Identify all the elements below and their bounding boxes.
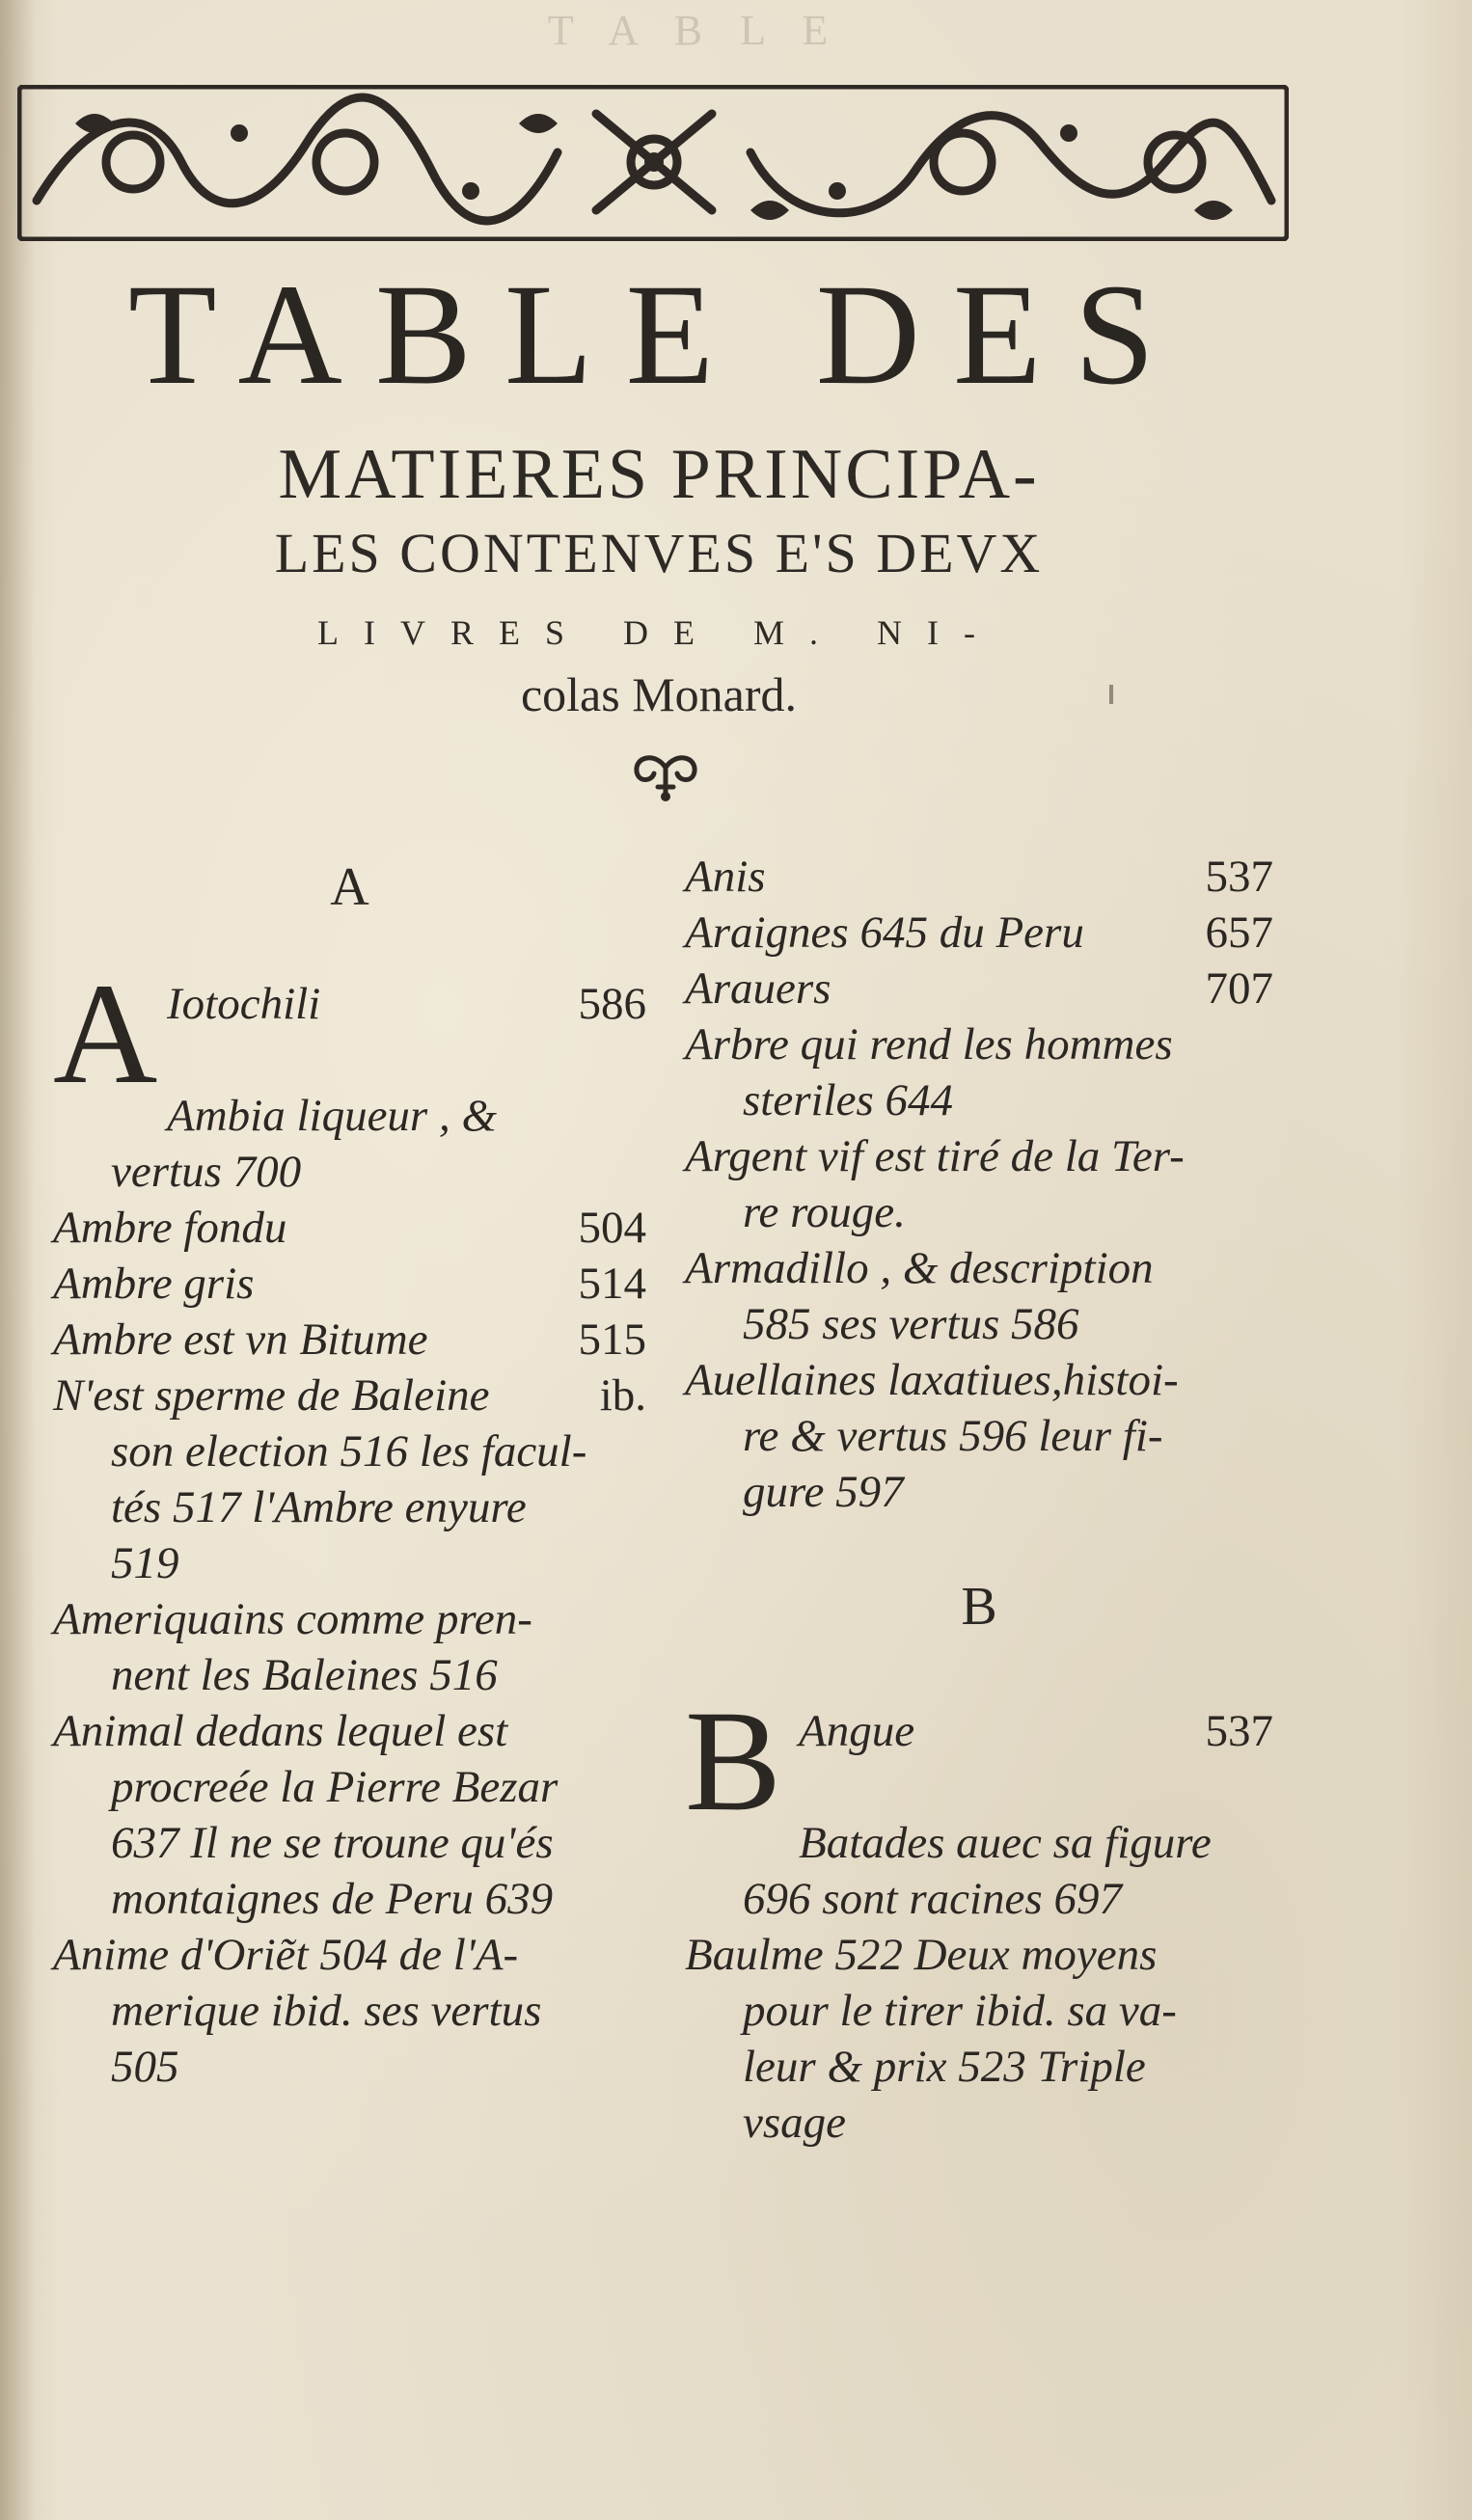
gutter-shadow <box>0 0 35 2520</box>
right-entries-a <box>685 849 1273 1520</box>
index-entry <box>53 1088 646 1200</box>
entry-continuation: 519 <box>111 1538 179 1588</box>
index-entry <box>685 1815 1273 1927</box>
entry-headword-line <box>685 1016 1273 1072</box>
entry-term: Baulme 522 Deux moyens <box>685 1930 1158 1980</box>
entry-term: Anime d'Oriẽt 504 de l'A- <box>53 1930 519 1980</box>
subtitle-line-4: colas Monard. <box>520 667 798 721</box>
index-entry <box>53 954 646 1114</box>
entry-headword-line <box>799 1815 1273 1871</box>
subtitle-line-2: LES CONTENVES E'S DEVX <box>274 522 1044 584</box>
entry-continuation: steriles 644 <box>743 1075 954 1125</box>
entry-term: Anis <box>685 852 766 902</box>
entry-headword-line <box>53 1368 646 1423</box>
subtitle-line-1: MATIERES PRINCIPA- <box>278 435 1040 514</box>
page-title: TABLE DES <box>127 255 1188 415</box>
entry-headword-line <box>53 1703 646 1759</box>
left-entries <box>53 954 646 2095</box>
entry-headword-line <box>685 1352 1273 1408</box>
entry-page-ref: 537 <box>1205 852 1273 902</box>
entry-headword-line <box>685 961 1273 1016</box>
entry-page-ref: 657 <box>1205 908 1273 958</box>
entry-page-ref: 707 <box>1205 963 1273 1014</box>
entry-term: Iotochili <box>167 979 321 1029</box>
running-head-ghost: T A B L E <box>547 7 842 54</box>
entry-headword-line <box>685 1927 1273 1983</box>
section-letter-b: B <box>961 1577 997 1637</box>
right-column <box>685 849 1273 2151</box>
entry-headword-line <box>685 1240 1273 1296</box>
entry-term: Arauers <box>685 963 831 1014</box>
index-entry <box>53 1591 646 1703</box>
entry-headword-line <box>53 1312 646 1368</box>
left-column <box>53 849 646 2095</box>
index-entry <box>685 849 1273 905</box>
entry-term: Argent vif est tiré de la Ter- <box>685 1131 1185 1181</box>
entry-continuation: vertus 700 <box>111 1147 302 1197</box>
entry-headword-line <box>53 1927 646 1983</box>
entry-continuation: procreée la Pierre Bezar <box>111 1762 559 1812</box>
entry-page-ref: ib. <box>599 1370 646 1421</box>
index-entry <box>53 1200 646 1256</box>
entry-term: Ambre gris <box>53 1259 255 1309</box>
entry-headword-line <box>685 849 1273 905</box>
entry-term: N'est sperme de Baleine <box>53 1370 490 1421</box>
entry-headword-line <box>685 1128 1273 1184</box>
index-entry <box>53 1256 646 1312</box>
index-entry <box>53 1703 646 1927</box>
entry-term: Auellaines laxatiues,histoi- <box>685 1355 1179 1405</box>
subtitle-line-3: LIVRES DE M. NI- <box>317 613 1000 652</box>
entry-headword-line <box>167 976 646 1032</box>
entry-term: Batades auec sa figure <box>799 1818 1212 1868</box>
entry-headword-line <box>799 1703 1273 1759</box>
entry-term: Arbre qui rend les hommes <box>685 1019 1173 1070</box>
entry-headword-line <box>685 905 1273 961</box>
entry-continuation: montaignes de Peru 639 <box>111 1874 554 1924</box>
index-entry <box>685 1016 1273 1128</box>
index-entry <box>53 1927 646 2095</box>
entry-headword-line <box>53 1256 646 1312</box>
entry-continuation: tés 517 l'Ambre enyure <box>111 1482 527 1532</box>
entry-page-ref: 504 <box>578 1203 646 1253</box>
entry-continuation: 696 sont racines 697 <box>743 1874 1122 1924</box>
entry-continuation: re & vertus 596 leur fi- <box>743 1411 1163 1461</box>
entry-continuation: leur & prix 523 Triple <box>743 2042 1146 2092</box>
entry-term: Armadillo , & description <box>685 1243 1154 1293</box>
index-entry <box>685 905 1273 961</box>
index-entry <box>685 1927 1273 2151</box>
right-entries-b <box>685 1681 1273 2151</box>
index-entry <box>685 1352 1273 1520</box>
entry-term: Angue <box>799 1706 915 1756</box>
drop-cap: B <box>685 1681 782 1841</box>
entry-continuation: gure 597 <box>743 1467 904 1517</box>
entry-headword-line <box>53 1591 646 1647</box>
index-entry <box>685 1128 1273 1240</box>
entry-headword-line <box>53 1200 646 1256</box>
entry-page-ref: 586 <box>578 979 646 1029</box>
ink-mark <box>1109 685 1113 704</box>
entry-continuation: son election 516 les facul- <box>111 1426 587 1477</box>
entry-continuation: re rouge. <box>743 1187 906 1237</box>
entry-headword-line <box>167 1088 646 1144</box>
entry-page-ref: 537 <box>1205 1706 1273 1756</box>
entry-page-ref: 514 <box>578 1259 646 1309</box>
index-entry <box>53 1312 646 1368</box>
entry-term: Animal dedans lequel est <box>53 1706 508 1756</box>
entry-continuation: vsage <box>743 2098 847 2148</box>
entry-continuation: merique ibid. ses vertus <box>111 1986 542 2036</box>
index-entry <box>685 1240 1273 1352</box>
entry-continuation: nent les Baleines 516 <box>111 1650 498 1700</box>
entry-term: Ameriquains comme pren- <box>53 1594 532 1644</box>
entry-term: Ambre fondu <box>53 1203 287 1253</box>
entry-continuation: pour le tirer ibid. sa va- <box>743 1986 1177 2036</box>
fleuron-ornament <box>627 748 704 802</box>
headpiece-ornament <box>17 85 1289 241</box>
index-entry <box>685 1681 1273 1841</box>
drop-cap: A <box>53 954 158 1114</box>
section-letter-a: A <box>330 857 369 917</box>
entry-term: Ambia liqueur , & <box>167 1091 498 1141</box>
entry-page-ref: 515 <box>578 1314 646 1365</box>
entry-term: Ambre est vn Bitume <box>53 1314 428 1365</box>
entry-term: Araignes 645 du Peru <box>685 908 1084 958</box>
index-entry <box>685 961 1273 1016</box>
entry-continuation: 637 Il ne se troune qu'és <box>111 1818 554 1868</box>
entry-continuation: 585 ses vertus 586 <box>743 1299 1079 1349</box>
index-entry <box>53 1368 646 1591</box>
entry-continuation: 505 <box>111 2042 179 2092</box>
